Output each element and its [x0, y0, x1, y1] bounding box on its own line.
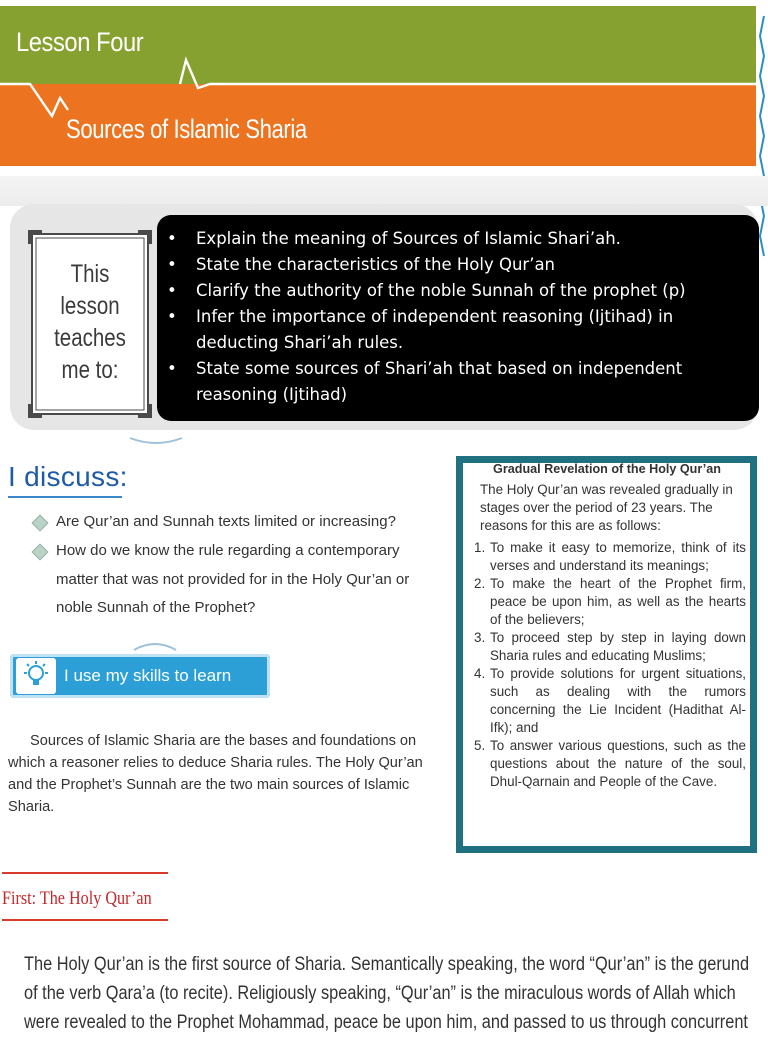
skills-label: I use my skills to learn: [64, 666, 232, 685]
objective-item: • State some sources of Shari’ah that based on independent reasoning (Ijtihad): [165, 356, 745, 408]
sources-paragraph: Sources of Islamic Sharia are the bases and foundations on which a reasoner relies to deduce Sharia rules. The Holy Qur’an and the Prophet’s Sunnah are the two main sources of Islamic Sharia.: [8, 733, 423, 815]
discuss-question: Are Qur’an and Sunnah texts limited or increasing?: [34, 508, 444, 537]
objective-item: • Explain the meaning of Sources of Islamic Shari’ah.: [165, 226, 745, 252]
objective-item: • State the characteristics of the Holy Qur’an: [165, 252, 745, 278]
sidebar-title: Gradual Revelation of the Holy Qur’an: [493, 462, 721, 476]
frame-label-line: This lesson: [60, 260, 120, 320]
discuss-heading: I discuss:: [8, 461, 128, 492]
reason-item: 4. To provide solutions for urgent situations, such as dealing with the rumors concerning the Lie Incident (Hadithat Al-Ifk); and: [474, 666, 746, 735]
lesson-title: Sources of Islamic Sharia: [66, 114, 307, 144]
reason-item: 3. To proceed step by step in laying down Sharia rules and educating Muslims;: [474, 630, 746, 663]
faint-background-strip: [0, 176, 768, 206]
body-line: of the verb Qara’a (to recite). Religiously speaking, “Qur’an” is the miraculous words of Allah which: [24, 983, 736, 1004]
frame-label-line: teaches: [54, 324, 126, 352]
sidebar-reasons-list: [474, 539, 746, 791]
objective-item: • Clarify the authority of the noble Sunnah of the prophet (p): [165, 278, 745, 304]
frame-label-line: me to:: [61, 356, 119, 384]
section-rule-top: [2, 872, 168, 874]
body-line: were revealed to the Prophet Mohammad, peace be upon him, and passed to us through concurrent: [24, 1012, 748, 1033]
section-rule-bottom: [2, 919, 168, 921]
reason-item: 2. To make the heart of the Prophet firm, peace be upon him, as well as the hearts of the believers;: [474, 576, 746, 627]
body-line: The Holy Qur’an is the first source of Sharia. Semantically speaking, the word “Qur’an” is the gerund: [24, 954, 750, 975]
objectives-list: [165, 226, 745, 408]
lesson-number: Lesson Four: [16, 27, 144, 57]
ornament-icon: [130, 640, 180, 652]
lightbulb-icon: [16, 658, 56, 694]
reason-item: 1. To make it easy to memorize, think of its verses and understand its meanings;: [474, 540, 746, 573]
discuss-underline: [8, 496, 122, 498]
objective-item: • Infer the importance of independent reasoning (Ijtihad) in deducting Shari’ah rules.: [165, 304, 745, 356]
discuss-question: How do we know the rule regarding a contemporary matter that was not provided for in the Holy Qur’an or noble Sunnah of the Prophet?: [34, 537, 444, 623]
section-title: First: The Holy Qur’an: [2, 888, 152, 909]
reason-item: 5. To answer various questions, such as the questions about the nature of the soul, Dhul-Qarnain and People of the Cave.: [474, 738, 746, 789]
ornament-icon: [128, 434, 184, 446]
sidebar-intro: The Holy Qur’an was revealed gradually in stages over the period of 23 years. The reasons for this are as follows:: [480, 482, 733, 533]
lesson-frame-label: [39, 258, 141, 386]
